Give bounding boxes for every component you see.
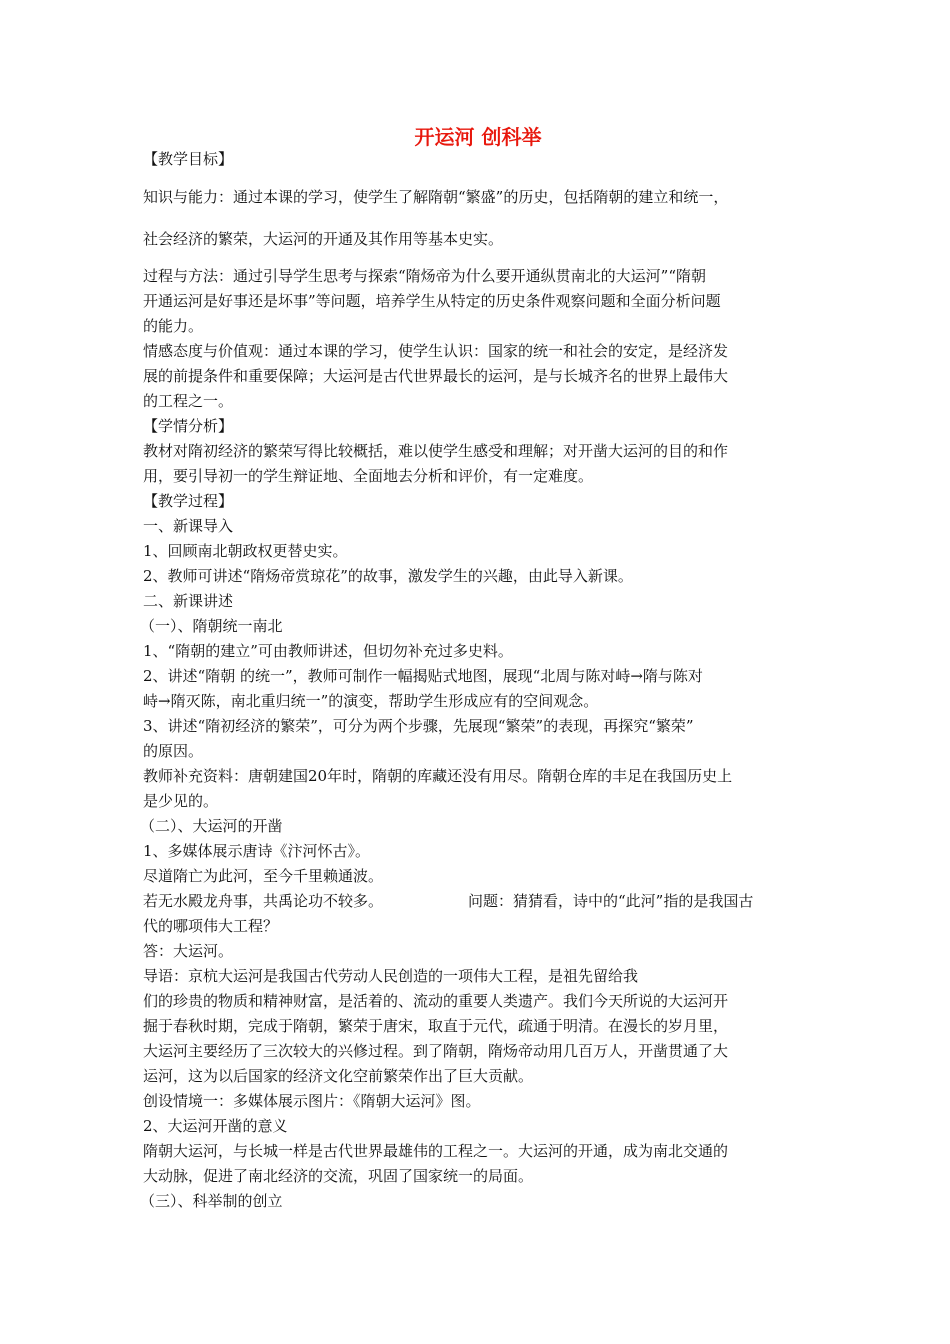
document-title: 开运河 创科举 [414, 125, 542, 149]
paragraph-line: 运河，这为以后国家的经济文化空前繁荣作出了巨大贡献。 [143, 1067, 534, 1085]
paragraph-line: 的能力。 [143, 317, 204, 335]
paragraph-line: 导语：京杭大运河是我国古代劳动人民创造的一项伟大工程，是祖先留给我 [143, 967, 639, 985]
paragraph-line: 2、讲述“隋朝 的统一”，教师可制作一幅揭贴式地图，展现“北周与陈对峙→隋与陈对 [143, 667, 703, 685]
paragraph-line: 展的前提条件和重要保障；大运河是古代世界最长的运河，是与长城齐名的世界上最伟大 [143, 367, 729, 385]
paragraph-line: 用，要引导初一的学生辩证地、全面地去分析和评价，有一定难度。 [143, 467, 594, 485]
subheading: （一）、隋朝统一南北 [140, 617, 283, 635]
paragraph-line: 3、讲述“隋初经济的繁荣”，可分为两个步骤，先展现“繁荣”的表现，再探究“繁荣” [143, 717, 694, 735]
subheading: （三）、科举制的创立 [140, 1192, 283, 1210]
paragraph-line: 掘于春秋时期，完成于隋朝，繁荣于唐宋，取直于元代，疏通于明清。在漫长的岁月里， [143, 1017, 729, 1035]
paragraph-line: 隋朝大运河，与长城一样是古代世界最雄伟的工程之一。大运河的开通，成为南北交通的 [143, 1142, 729, 1160]
paragraph-line: 们的珍贵的物质和精神财富，是活着的、流动的重要人类遗产。我们今天所说的大运河开 [143, 992, 729, 1010]
paragraph-line: 1、回顾南北朝政权更替史实。 [143, 542, 348, 560]
paragraph-line: 社会经济的繁荣，大运河的开通及其作用等基本史实。 [143, 230, 504, 248]
subheading: 一、新课导入 [143, 517, 234, 535]
section-heading-goals: 【教学目标】 [143, 150, 234, 168]
paragraph-line: 代的哪项伟大工程？ [143, 917, 279, 935]
section-heading-process: 【教学过程】 [143, 492, 234, 510]
paragraph-line: 峙→隋灭陈，南北重归统一”的演变，帮助学生形成应有的空间观念。 [143, 692, 599, 710]
paragraph-line: 1、“隋朝的建立”可由教师讲述，但切勿补充过多史料。 [143, 642, 513, 660]
section-heading-analysis: 【学情分析】 [143, 417, 234, 435]
paragraph-line: 大动脉，促进了南北经济的交流，巩固了国家统一的局面。 [143, 1167, 534, 1185]
paragraph-line: 创设情境一：多媒体展示图片：《隋朝大运河》图。 [143, 1092, 481, 1110]
poem-line: 尽道隋亡为此河，至今千里赖通波。 [143, 867, 384, 885]
paragraph-line: 的原因。 [143, 742, 204, 760]
paragraph-line: 情感态度与价值观：通过本课的学习，使学生认识：国家的统一和社会的安定，是经济发 [143, 342, 729, 360]
poem-line: 若无水殿龙舟事，共禹论功不较多。 [143, 892, 384, 910]
answer-line: 答：大运河。 [143, 942, 234, 960]
paragraph-line: 的工程之一。 [143, 392, 234, 410]
paragraph-line: 开通运河是好事还是坏事”等问题，培养学生从特定的历史条件观察问题和全面分析问题 [143, 292, 721, 310]
subheading: （二）、大运河的开凿 [140, 817, 283, 835]
paragraph-line: 2、教师可讲述“隋炀帝赏琼花”的故事，激发学生的兴趣，由此导入新课。 [143, 567, 633, 585]
paragraph-line: 2、大运河开凿的意义 [143, 1117, 288, 1135]
paragraph-line: 1、多媒体展示唐诗《汴河怀古》。 [143, 842, 371, 860]
paragraph-line: 教材对隋初经济的繁荣写得比较概括，难以使学生感受和理解；对开凿大运河的目的和作 [143, 442, 729, 460]
question-line: 问题：猜猜看，诗中的“此河”指的是我国古 [468, 892, 754, 910]
paragraph-line: 教师补充资料：唐朝建国20年时，隋朝的库藏还没有用尽。隋朝仓库的丰足在我国历史上 [143, 767, 733, 785]
subheading: 二、新课讲述 [143, 592, 234, 610]
paragraph-line: 是少见的。 [143, 792, 219, 810]
paragraph-line: 过程与方法：通过引导学生思考与探索“隋炀帝为什么要开通纵贯南北的大运河”“隋朝 [143, 267, 707, 285]
paragraph-line: 知识与能力：通过本课的学习，使学生了解隋朝“繁盛”的历史，包括隋朝的建立和统一， [143, 188, 729, 206]
paragraph-line: 大运河主要经历了三次较大的兴修过程。到了隋朝，隋炀帝动用几百万人，开凿贯通了大 [143, 1042, 729, 1060]
